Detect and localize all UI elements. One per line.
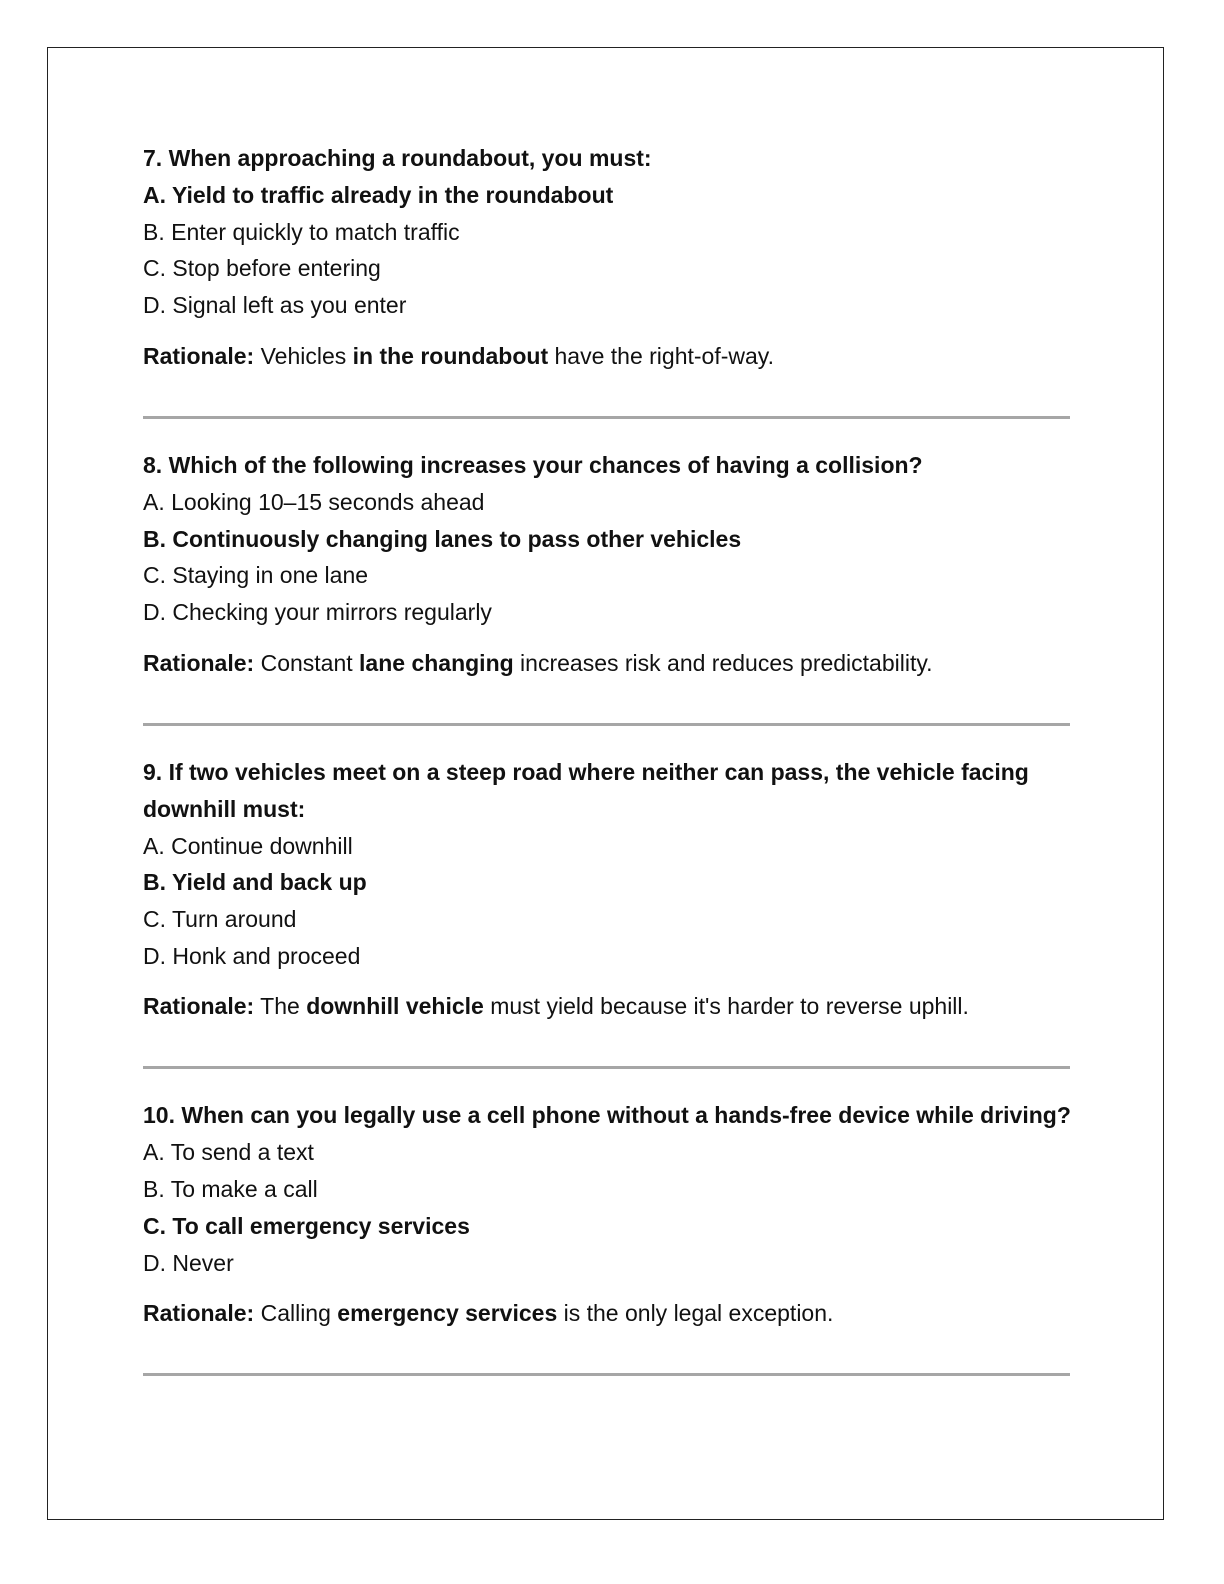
option-a: A. To send a text: [143, 1139, 314, 1166]
section-divider: [143, 416, 1070, 419]
option-a: A. Looking 10–15 seconds ahead: [143, 488, 485, 515]
question-title: 10. When can you legally use a cell phone without a hands-free device while driving?: [143, 1102, 1071, 1129]
rationale-text: must yield because it's harder to reverse uphill.: [483, 993, 969, 1020]
question-block-8: [143, 447, 1073, 726]
question-title: 8. Which of the following increases your chances of having a collision?: [143, 451, 923, 478]
section-divider: [143, 1066, 1070, 1069]
rationale-text: increases risk and reduces predictability.: [513, 649, 933, 676]
option-a-correct: A. Yield to traffic already in the roundabout: [143, 182, 614, 208]
rationale: [143, 1295, 1073, 1331]
rationale-text: have the right-of-way.: [548, 342, 774, 369]
section-divider: [143, 1373, 1070, 1376]
option-d: D. Checking your mirrors regularly: [143, 598, 492, 625]
section-divider: [143, 723, 1070, 726]
quiz-content: [143, 140, 1073, 1376]
rationale-text: Vehicles: [254, 342, 353, 369]
rationale-emphasis: emergency services: [337, 1300, 558, 1327]
rationale-label: Rationale:: [143, 342, 255, 369]
question-block-7: [143, 140, 1073, 419]
option-c: C. Stop before entering: [143, 255, 381, 282]
question-title: 7. When approaching a roundabout, you must:: [143, 145, 652, 171]
rationale-emphasis: in the roundabout: [352, 342, 549, 369]
rationale-label: Rationale:: [143, 993, 255, 1020]
option-d: D. Honk and proceed: [143, 942, 361, 969]
option-c-correct: C. To call emergency services: [143, 1212, 470, 1239]
option-a: A. Continue downhill: [143, 832, 353, 859]
rationale: [143, 988, 1073, 1024]
question-title: 9. If two vehicles meet on a steep road where neither can pass, the vehicle facing downhill must:: [143, 758, 1029, 822]
rationale: [143, 645, 1073, 681]
option-b-correct: B. Continuously changing lanes to pass other vehicles: [143, 525, 742, 552]
rationale-label: Rationale:: [143, 1300, 255, 1327]
option-b-correct: B. Yield and back up: [143, 869, 367, 896]
option-b: B. To make a call: [143, 1176, 318, 1203]
rationale-label: Rationale:: [143, 649, 255, 676]
rationale-text: is the only legal exception.: [557, 1300, 834, 1327]
option-d: D. Never: [143, 1249, 234, 1276]
question-block-9: [143, 754, 1073, 1070]
option-c: C. Staying in one lane: [143, 562, 369, 589]
rationale-text: Constant: [254, 649, 360, 676]
rationale-text: The: [254, 993, 307, 1020]
rationale-emphasis: lane changing: [359, 649, 514, 676]
option-d: D. Signal left as you enter: [143, 292, 407, 319]
rationale-emphasis: downhill vehicle: [306, 993, 484, 1020]
rationale: [143, 338, 1073, 374]
option-c: C. Turn around: [143, 906, 297, 933]
option-b: B. Enter quickly to match traffic: [143, 218, 460, 245]
question-block-10: [143, 1097, 1073, 1376]
rationale-text: Calling: [254, 1300, 338, 1327]
